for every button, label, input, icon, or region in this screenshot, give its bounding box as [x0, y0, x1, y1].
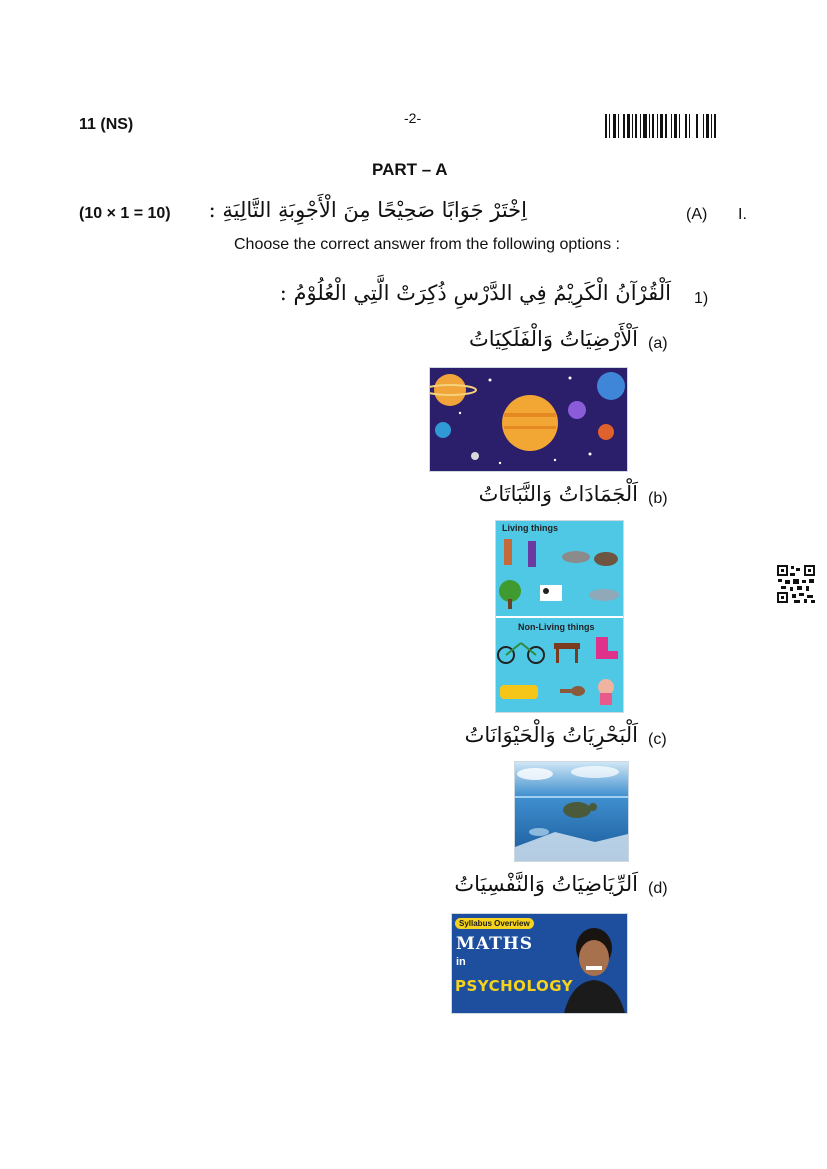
- option-d-label: (d): [648, 880, 668, 897]
- instruction-english: Choose the correct answer from the following options :: [234, 236, 620, 253]
- question-number: 1): [694, 290, 709, 307]
- presenter-photo: [562, 922, 627, 1013]
- qr-code-image: [776, 564, 816, 604]
- part-title: PART – A: [372, 160, 448, 179]
- option-a-text: اَلْأَرْضِيَاتُ وَالْفَلَكِيَاتُ: [468, 327, 638, 351]
- barcode-image: [605, 114, 746, 138]
- syllabus-badge: Syllabus Overview: [455, 918, 534, 929]
- option-c-label: (c): [648, 731, 667, 748]
- maths-psychology-image: [451, 913, 628, 1014]
- solar-system-image: [429, 367, 628, 472]
- page-number: -2-: [404, 110, 422, 126]
- option-c-text: اَلْبَحْرِيَاتُ وَالْحَيْوَانَاتُ: [464, 723, 638, 747]
- marks-allocation: (10 × 1 = 10): [79, 205, 171, 222]
- option-b-label: (b): [648, 490, 668, 507]
- option-a-label: (a): [648, 335, 668, 352]
- instruction-arabic: اِخْتَرْ جَوَابًا صَحِيْحًا مِنَ الْأَجْوِبَةِ التَّالِيَةِ :: [208, 198, 527, 222]
- question-text-arabic: اَلْقُرْآنُ الْكَرِيْمُ فِي الدَّرْسِ ذُكِرَتْ الَّتِي الْعُلُوْمُ :: [279, 281, 671, 305]
- living-nonliving-image: [495, 520, 624, 713]
- option-b-text: اَلْجَمَادَاتُ وَالنَّبَاتَاتُ: [478, 482, 638, 506]
- option-d-text: اَلرِّيَاضِيَاتُ وَالنَّفْسِيَاتُ: [454, 872, 638, 896]
- living-things-caption: Living things: [502, 523, 558, 533]
- paper-code: 11 (NS): [79, 116, 134, 133]
- maths-title: MATHS: [456, 934, 534, 954]
- section-letter: (A): [686, 206, 708, 223]
- nonliving-things-caption: Non-Living things: [518, 622, 595, 632]
- psychology-title: PSYCHOLOGY: [455, 977, 574, 995]
- section-roman: I.: [738, 206, 747, 223]
- in-word: in: [456, 956, 466, 968]
- sea-turtle-image: [514, 761, 629, 862]
